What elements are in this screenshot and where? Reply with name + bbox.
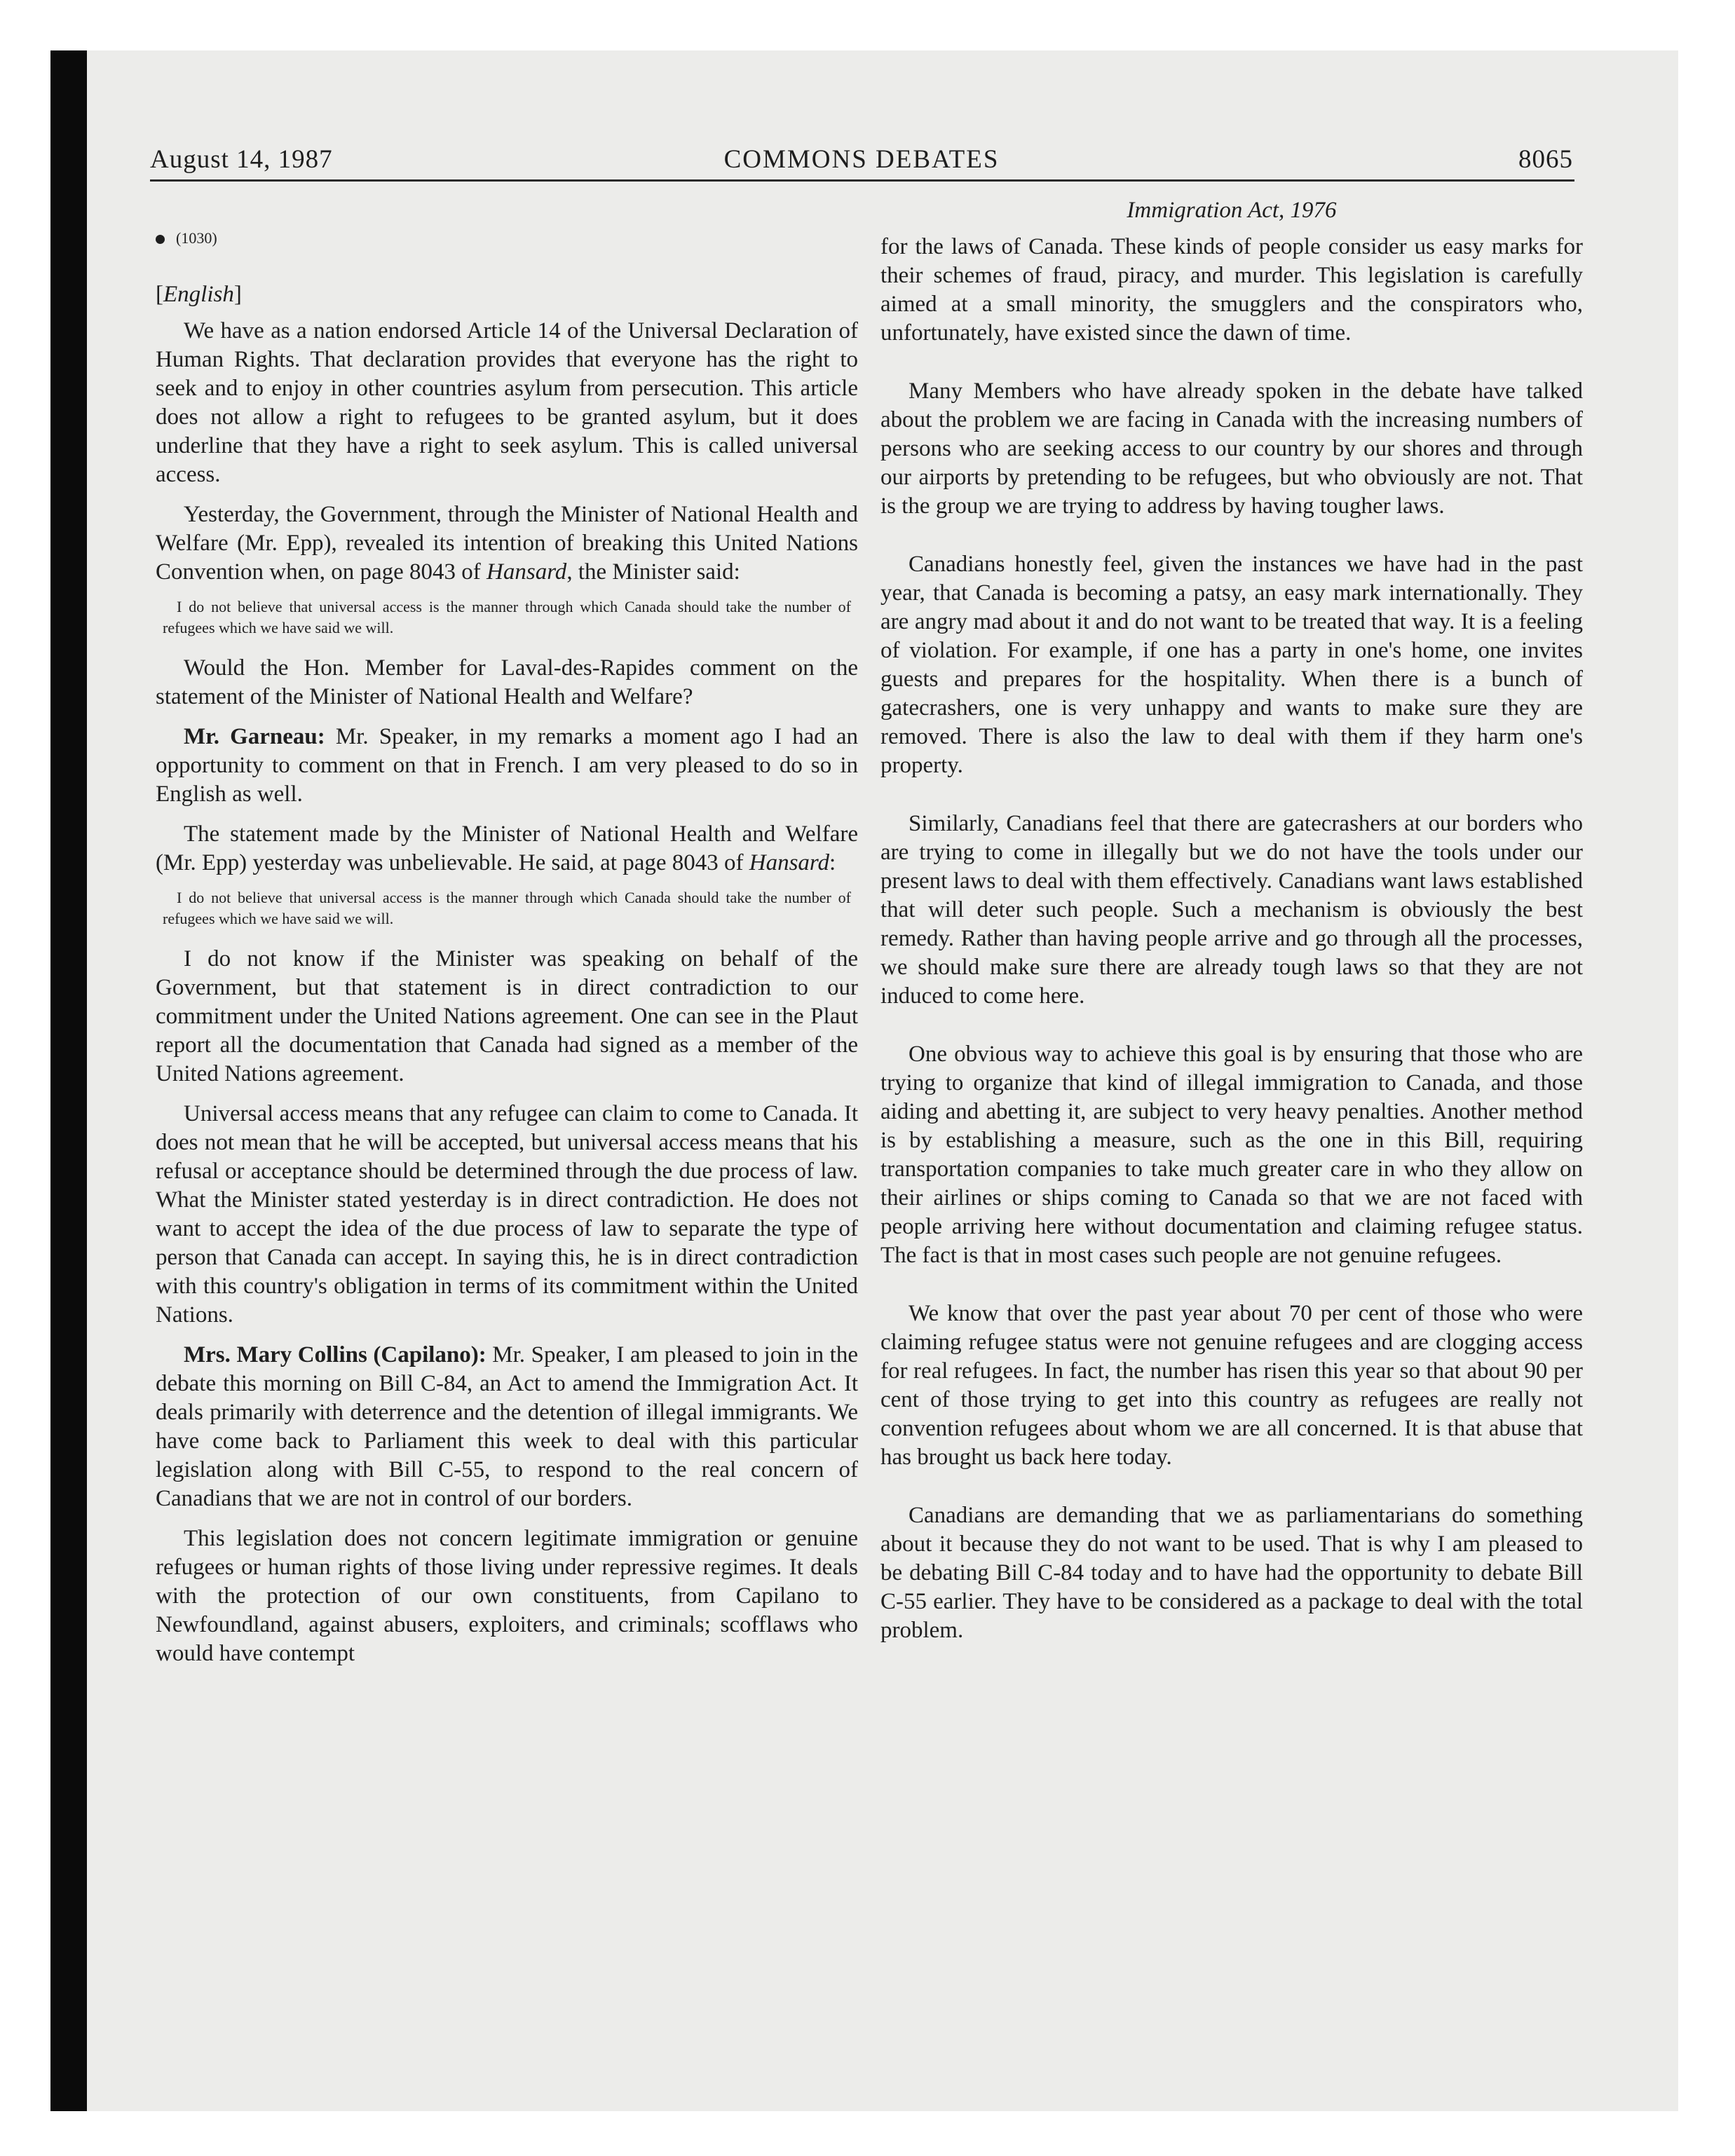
header-publication: COMMONS DEBATES — [723, 145, 1000, 174]
paragraph: Universal access means that any refugee can claim to come to Canada. It does not mean that he will be accepted, but universal access means that his refusal or acceptance should be determined through the due process of law. What the Minister stated yesterday is in direct contradiction. He does not want to accept the idea of the due process of law to separate the type of person that Canada can accept. In saying this, he is in direct contradiction with this country's obligation in terms of its commitment within the United Nations. — [156, 1101, 858, 1328]
header-rule — [150, 179, 1574, 182]
paragraph-text: The statement made by the Minister of National Health and Welfare (Mr. Epp) yesterday was unbelievable. He said, at page 8043 of — [156, 821, 858, 875]
paragraph: Would the Hon. Member for Laval-des-Rapides comment on the statement of the Minister of National Health and Welfare? — [156, 655, 858, 709]
left-column — [156, 196, 858, 1668]
paragraph: This legislation does not concern legitimate immigration or genuine refugees or human rights of those living under repressive regimes. It deals with the protection of our own constituents, from Capilano to Newfoundland, against abusers, exploiters, and criminals; scofflaws who would have contempt — [156, 1526, 858, 1666]
paragraph: Canadians honestly feel, given the instances we have had in the past year, that Canada is becoming a patsy, an easy mark internationally. They are angry mad about it and do not want to be treated that way. It is a feeling of violation. For example, if one has a party in one's home, one invites guests and prepares for the hospitality. When there is a bunch of gatecrashers, one is very unhappy and wants to make sure they are removed. There is also the law to deal with them if they harm one's property. — [880, 552, 1583, 778]
paragraph — [156, 820, 858, 878]
time-marker-text: (1030) — [176, 229, 217, 247]
hansard-reference: Hansard — [487, 559, 567, 585]
speaker-name: Mrs. Mary Collins (Capilano): — [184, 1342, 487, 1367]
language-label-text: English — [163, 282, 234, 307]
language-label: [English] — [156, 282, 242, 307]
time-marker — [156, 228, 858, 248]
paragraph: Many Members who have already spoken in the debate have talked about the problem we are facing in Canada with the increasing numbers of persons who are seeking access to our country by our shores and through our airports by pretending to be refugees, but who obviously are not. That is the group we are trying to address by having tougher laws. — [880, 378, 1583, 519]
header-date: August 14, 1987 — [150, 145, 333, 174]
block-quote-text: I do not believe that universal access is the manner through which Canada should take the number of refugees which we have said we will. — [163, 598, 851, 636]
paragraph: for the laws of Canada. These kinds of people consider us easy marks for their schemes of fraud, piracy, and murder. This legislation is carefully aimed at a small minority, the smugglers and the conspirators who, unfortunately, have existed since the dawn of time. — [880, 234, 1583, 346]
paragraph-text: : — [829, 850, 836, 875]
speech-text: Mr. Speaker, I am pleased to join in the debate this morning on Bill C-84, an Act to amend the Immigration Act. It deals primarily with deterrence and the detention of illegal immigrants. We have come back to Parliament this week to deal with this particular legislation along with Bill C-55, to respond to the real concern of Canadians that we are not in control of our borders. — [156, 1342, 858, 1511]
speech-text: Mr. Speaker, in my remarks a moment ago I had an opportunity to comment on that in French. I am very pleased to do so in English as well. — [156, 724, 858, 807]
paragraph-text: , the Minister said: — [566, 559, 740, 585]
paragraph-text: Yesterday, the Government, through the Minister of National Health and Welfare (Mr. Epp), revealed its intention of breaking this United Nations Convention when, on page 8043 of — [156, 502, 858, 585]
paragraph: We know that over the past year about 70 per cent of those who were claiming refugee status were not genuine refugees and are clogging access for real refugees. In fact, the number has risen this year so that about 90 per cent of those trying to get into this country as refugees are really not convention refugees about whom we are all concerned. It is that abuse that has brought us back here today. — [880, 1301, 1583, 1470]
hansard-reference: Hansard — [749, 850, 830, 875]
paragraph: Similarly, Canadians feel that there are gatecrashers at our borders who are trying to come in illegally but we do not have the tools under our present laws to deal with them effectively. Canadians want laws established that will deter such people. Such a mechanism is obviously the best remedy. Rather than having people arrive and go through all the processes, we should make sure there are already tough laws so that they are not induced to come here. — [880, 811, 1583, 1009]
block-quote-text: I do not believe that universal access is the manner through which Canada should take the number of refugees which we have said we will. — [163, 889, 851, 927]
paragraph: We have as a nation endorsed Article 14 of the Universal Declaration of Human Rights. That declaration provides that everyone has the right to seek and to enjoy in other countries asylum from persecution. This article does not allow a right to refugees to be granted asylum, but it does underline that they have a right to seek asylum. This is called universal access. — [156, 318, 858, 487]
right-column — [880, 196, 1583, 1645]
running-title: Immigration Act, 1976 — [1127, 198, 1337, 223]
paragraph: One obvious way to achieve this goal is by ensuring that those who are trying to organize that kind of illegal immigration to Canada, and those aiding and abetting it, are subject to very heavy penalties. Another method is by establishing a measure, such as the one in this Bill, requiring transportation companies to take much greater care in who they allow on their airlines or ships coming to Canada so that we are not faced with people arriving here without documentation and claiming refugee status. The fact is that in most cases such people are not genuine refugees. — [880, 1042, 1583, 1268]
speech — [156, 723, 858, 809]
paragraph: I do not know if the Minister was speaking on behalf of the Government, but that statement is in direct contradiction to our commitment under the United Nations agreement. One can see in the Plaut report all the documentation that Canada had signed as a member of the United Nations agreement. — [156, 946, 858, 1086]
scan-binding-edge — [50, 50, 87, 2111]
header-page-number: 8065 — [1518, 145, 1573, 174]
paragraph: Canadians are demanding that we as parliamentarians do something about it because they do not want to be used. That is why I am pleased to be debating Bill C-84 today and to have had the opportunity to debate Bill C-55 earlier. They have to be considered as a package to deal with the total problem. — [880, 1503, 1583, 1643]
bullet-icon — [156, 235, 165, 244]
block-quote — [156, 887, 858, 929]
block-quote — [156, 596, 858, 639]
speaker-name: Mr. Garneau: — [184, 724, 325, 749]
speech — [156, 1341, 858, 1513]
page-header — [150, 144, 1573, 181]
paragraph — [156, 500, 858, 587]
